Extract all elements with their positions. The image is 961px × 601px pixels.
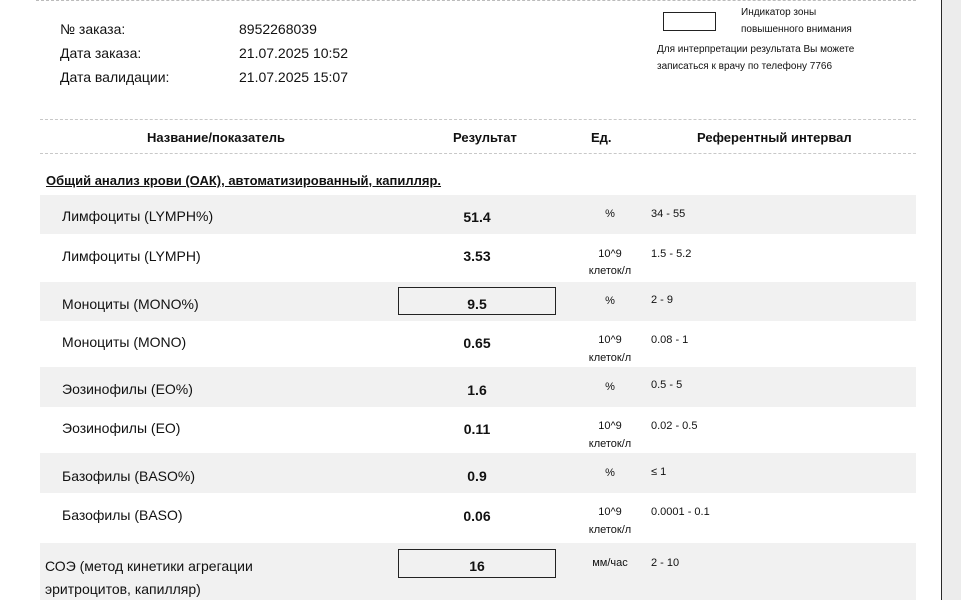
header-divider-bottom — [40, 153, 916, 154]
table-row — [40, 282, 916, 321]
order-date-label: Дата заказа: — [60, 45, 142, 61]
row-reference: 2 - 9 — [651, 294, 674, 306]
indicator-label-line2: повышенного внимания — [741, 24, 852, 35]
page-margin-right — [942, 0, 961, 600]
table-row — [40, 407, 916, 453]
row-unit-bottom: клеток/л — [588, 265, 632, 277]
row-unit-top: 10^9 — [598, 248, 622, 260]
order-number-value: 8952268039 — [239, 21, 317, 37]
esr-value: 16 — [469, 558, 485, 574]
row-unit-top: 10^9 — [598, 506, 622, 518]
row-value: 3.53 — [463, 248, 491, 264]
row-unit: % — [605, 208, 615, 220]
header-reference: Референтный интервал — [697, 130, 852, 145]
row-unit: % — [605, 381, 615, 393]
row-unit-bottom: клеток/л — [588, 352, 632, 364]
row-value: 51.4 — [463, 209, 491, 225]
row-name: Базофилы (BASO%) — [62, 468, 195, 484]
row-value: 0.65 — [463, 335, 491, 351]
row-reference: 1.5 - 5.2 — [651, 248, 692, 260]
table-row — [40, 195, 916, 234]
row-name: Эозинофилы (EO%) — [62, 381, 193, 397]
esr-name-line1: СОЭ (метод кинетики агрегации — [45, 558, 253, 574]
row-reference: 0.02 - 0.5 — [651, 420, 698, 432]
table-row — [40, 493, 916, 543]
row-unit-top: 10^9 — [598, 334, 622, 346]
row-reference: 0.0001 - 0.1 — [651, 506, 710, 518]
row-name: Моноциты (MONO%) — [62, 296, 199, 312]
row-reference: 34 - 55 — [651, 208, 686, 220]
row-value: 9.5 — [467, 296, 487, 312]
row-name: Лимфоциты (LYMPH%) — [62, 208, 214, 224]
top-dashed-divider — [36, 0, 916, 2]
section-title: Общий анализ крови (ОАК), автоматизированный, капилляр. — [46, 173, 442, 188]
validation-date-value: 21.07.2025 15:07 — [239, 69, 348, 85]
row-name: Базофилы (BASO) — [62, 507, 183, 523]
row-name: Лимфоциты (LYMPH) — [62, 248, 201, 264]
row-name: Моноциты (MONO) — [62, 334, 187, 350]
esr-reference: 2 - 10 — [651, 557, 680, 569]
header-divider-top — [40, 119, 916, 120]
row-value: 0.06 — [463, 508, 491, 524]
interpretation-note-line2: записаться к врачу по телефону 7766 — [657, 61, 833, 72]
header-result: Результат — [453, 130, 517, 145]
table-row — [40, 453, 916, 493]
indicator-label-line1: Индикатор зоны — [741, 7, 817, 18]
esr-unit: мм/час — [592, 557, 628, 569]
attention-indicator-swatch — [663, 12, 716, 31]
table-row — [40, 321, 916, 367]
interpretation-note-line1: Для интерпретации результата Вы можете — [657, 44, 855, 55]
header-unit: Ед. — [591, 130, 612, 145]
esr-name-line2: эритроцитов, капилляр) — [45, 581, 201, 597]
row-reference: ≤ 1 — [651, 466, 667, 478]
row-unit: % — [605, 467, 615, 479]
row-reference: 0.5 - 5 — [651, 379, 683, 391]
row-unit-bottom: клеток/л — [588, 524, 632, 536]
order-date-value: 21.07.2025 10:52 — [239, 45, 348, 61]
header-name: Название/показатель — [147, 130, 286, 145]
esr-row — [40, 543, 916, 600]
table-row — [40, 367, 916, 407]
row-unit-bottom: клеток/л — [588, 438, 632, 450]
row-unit: % — [605, 295, 615, 307]
row-value: 1.6 — [467, 382, 487, 398]
row-reference: 0.08 - 1 — [651, 334, 689, 346]
row-value: 0.9 — [467, 468, 487, 484]
row-unit-top: 10^9 — [598, 420, 622, 432]
order-number-label: № заказа: — [60, 21, 126, 37]
table-row — [40, 234, 916, 282]
row-value: 0.11 — [463, 421, 491, 437]
validation-date-label: Дата валидации: — [60, 69, 170, 85]
row-name: Эозинофилы (EO) — [62, 420, 181, 436]
